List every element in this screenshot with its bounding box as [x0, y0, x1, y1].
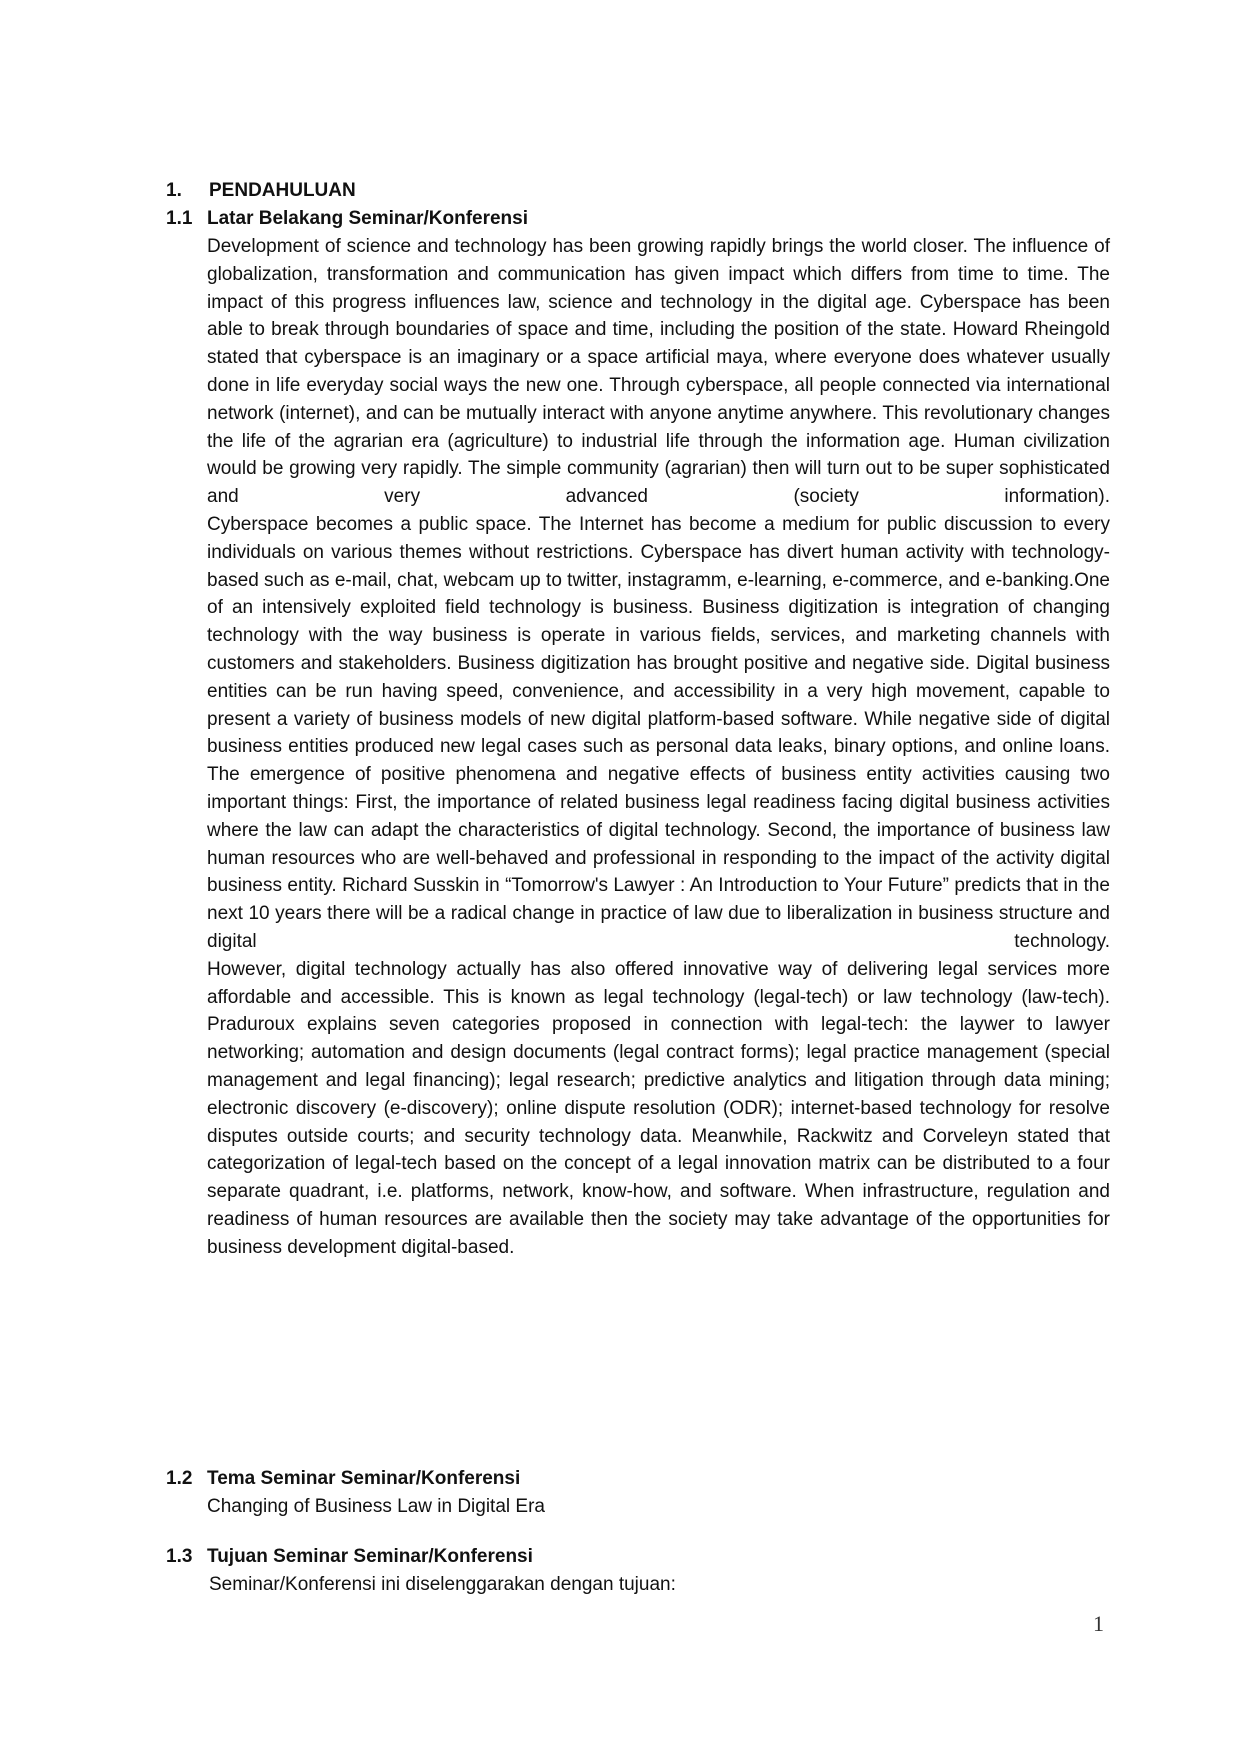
section-heading-latar-belakang	[166, 205, 528, 233]
section-number: 1.2	[166, 1468, 193, 1489]
section-number: 1.1	[166, 208, 193, 229]
paragraph: However, digital technology actually has also offered innovative way of delivering legal services more affordable and accessible. This is known as legal technology (legal-tech) or law technology (law-tech). Praduroux explains seven categories proposed in connection with legal-tech: the laywer to lawyer networking; automation and design documents (legal contract forms); legal practice management (special management and legal financing); legal research; predictive analytics and litigation through data mining; electronic discovery (e-discovery); online dispute resolution (ODR); internet-based technology for resolve disputes outside courts; and security technology data. Meanwhile, Rackwitz and Corveleyn stated that categorization of legal-tech based on the concept of a legal innovation matrix can be distributed to a four separate quadrant, i.e. platforms, network, know-how, and software. When infrastructure, regulation and readiness of human resources are available then the society may take advantage of the opportunities for business development digital-based.	[207, 958, 1110, 1258]
section-title: Latar Belakang Seminar/Konferensi	[207, 208, 528, 229]
section-heading-tema	[166, 1465, 520, 1493]
theme-text: Changing of Business Law in Digital Era	[207, 1496, 545, 1517]
section-number: 1.	[166, 180, 182, 201]
purpose-text: Seminar/Konferensi ini diselenggarakan dengan tujuan:	[209, 1574, 676, 1595]
section-number: 1.3	[166, 1546, 193, 1567]
section-title: Tema Seminar Seminar/Konferensi	[207, 1468, 521, 1489]
page-number: 1	[1093, 1611, 1104, 1636]
section-heading-tujuan	[166, 1543, 533, 1571]
background-body	[207, 233, 1110, 1261]
section-title: PENDAHULUAN	[209, 180, 356, 201]
paragraph: Cyberspace becomes a public space. The Internet has become a medium for public discussion to every individuals on various themes without restrictions. Cyberspace has divert human activity with technology-based such as e-mail, chat, webcam up to twitter, instagramm, e-learning, e-commerce, and e-banking.One of an intensively exploited field technology is business. Business digitization is integration of changing technology with the way business is operate in various fields, services, and marketing channels with customers and stakeholders. Business digitization has brought positive and negative side. Digital business entities can be run having speed, convenience, and accessibility in a very high movement, capable to present a variety of business models of new digital platform-based software. While negative side of digital business entities produced new legal cases such as personal data leaks, binary options, and online loans. The emergence of positive phenomena and negative effects of business entity activities causing two important things: First, the importance of related business legal readiness facing digital business activities where the law can adapt the characteristics of digital technology. Second, the importance of business law human resources who are well-behaved and professional in responding to the impact of the activity digital business entity. Richard Susskin in “Tomorrow's Lawyer : An Introduction to Your Future” predicts that in the next 10 years there will be a radical change in practice of law due to liberalization in business structure and digital technology.	[207, 513, 1110, 952]
section-title: Tujuan Seminar Seminar/Konferensi	[207, 1546, 533, 1567]
paragraph: Development of science and technology has been growing rapidly brings the world closer. The influence of globalization, transformation and communication has given impact which differs from time to time. The impact of this progress influences law, science and technology in the digital age. Cyberspace has been able to break through boundaries of space and time, including the position of the state. Howard Rheingold stated that cyberspace is an imaginary or a space artificial maya, where everyone does whatever usually done in life everyday social ways the new one. Through cyberspace, all people connected via international network (internet), and can be mutually interact with anyone anytime anywhere. This revolutionary changes the life of the agrarian era (agriculture) to industrial life through the information age. Human civilization would be growing very rapidly. The simple community (agrarian) then will turn out to be super sophisticated and very advanced (society information).	[207, 236, 1110, 508]
section-heading-pendahuluan	[166, 177, 356, 205]
